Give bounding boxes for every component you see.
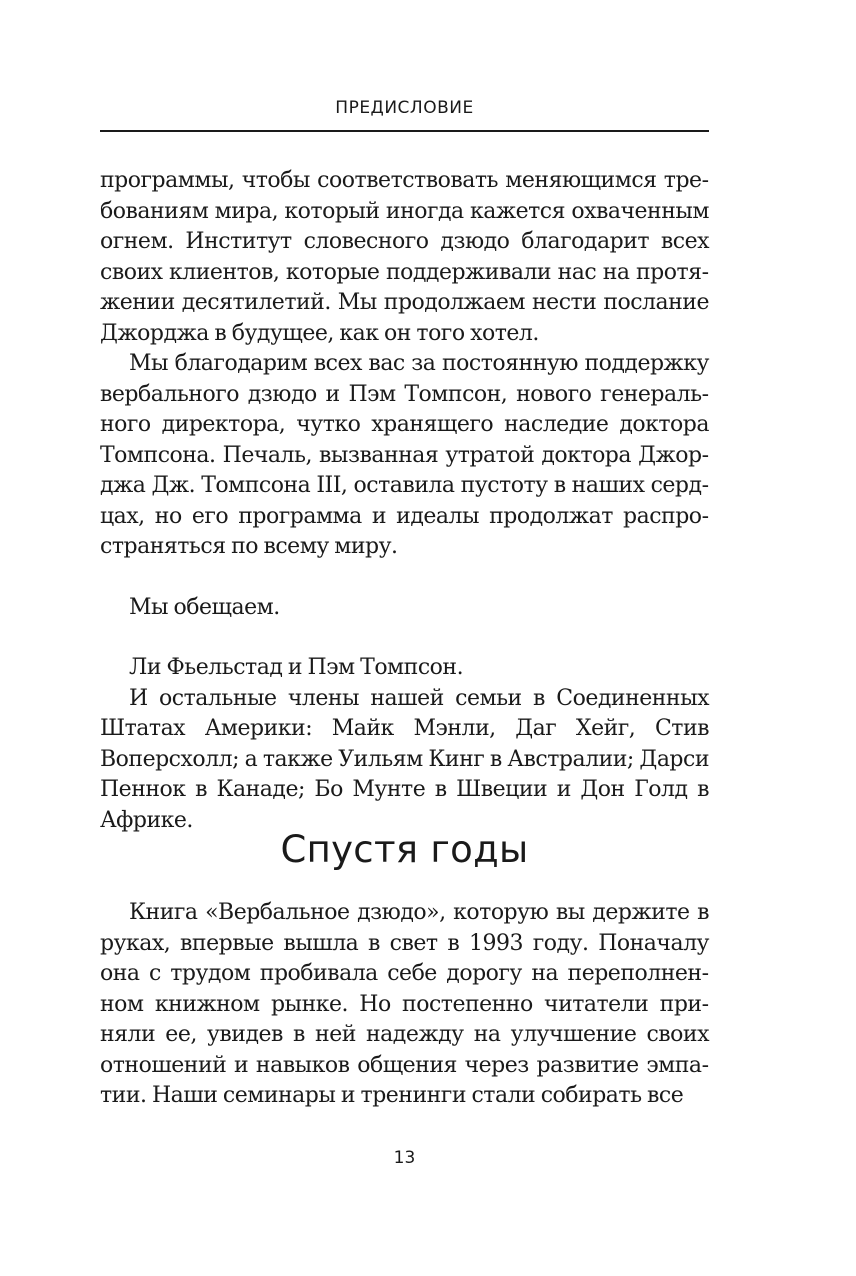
- paragraph-continuation: программы, чтобы соответствовать меняющимся требованиям мира, который иногда кажется охваченным огнем. Институт словесного дзюдо благодарит всех своих клиентов, которые поддерживали нас на протяжении десятилетий. Мы продолжаем нести послание Джорджа в будущее, как он того хотел.: [100, 168, 709, 346]
- paragraph-signature: Ли Фьельстад и Пэм Томпсон.: [129, 655, 464, 680]
- text-block-bottom: [100, 898, 709, 1112]
- header-rule: [100, 130, 709, 132]
- text-block-top: [100, 166, 709, 836]
- running-head: ПРЕДИСЛОВИЕ: [335, 98, 474, 118]
- section-heading: Спустя годы: [280, 828, 529, 871]
- paragraph-book-history: Книга «Вербальное дзюдо», которую вы держите в руках, впервые вышла в свет в 1993 году. Поначалу она с трудом пробивала себе дорогу на переполненном книжном рынке. Но постепенно читатели приняли ее, увидев в ней надежду на улучшение своих отношений и навыков общения через развитие эмпатии. Наши семинары и тренинги стали собирать все: [100, 900, 709, 1108]
- paragraph-thanks: Мы благодарим всех вас за постоянную поддержку вербального дзюдо и Пэм Томпсон, нового генерального директора, чутко хранящего наследие доктора Томпсона. Печаль, вызванная утратой доктора Джорджа Дж. Томпсона III, оставила пустоту в наших сердцах, но его программа и идеалы продолжат распространяться по всему миру.: [100, 351, 709, 559]
- paragraph-family: И остальные члены нашей семьи в Соединенных Штатах Америки: Майк Мэнли, Даг Хейг, Стив Воперсхолл; а также Уильям Кинг в Австралии; Дарси Пеннок в Канаде; Бо Мунте в Швеции и Дон Голд в Африке.: [100, 685, 709, 833]
- page-number: 13: [393, 1148, 416, 1168]
- paragraph-promise: Мы обещаем.: [129, 594, 280, 620]
